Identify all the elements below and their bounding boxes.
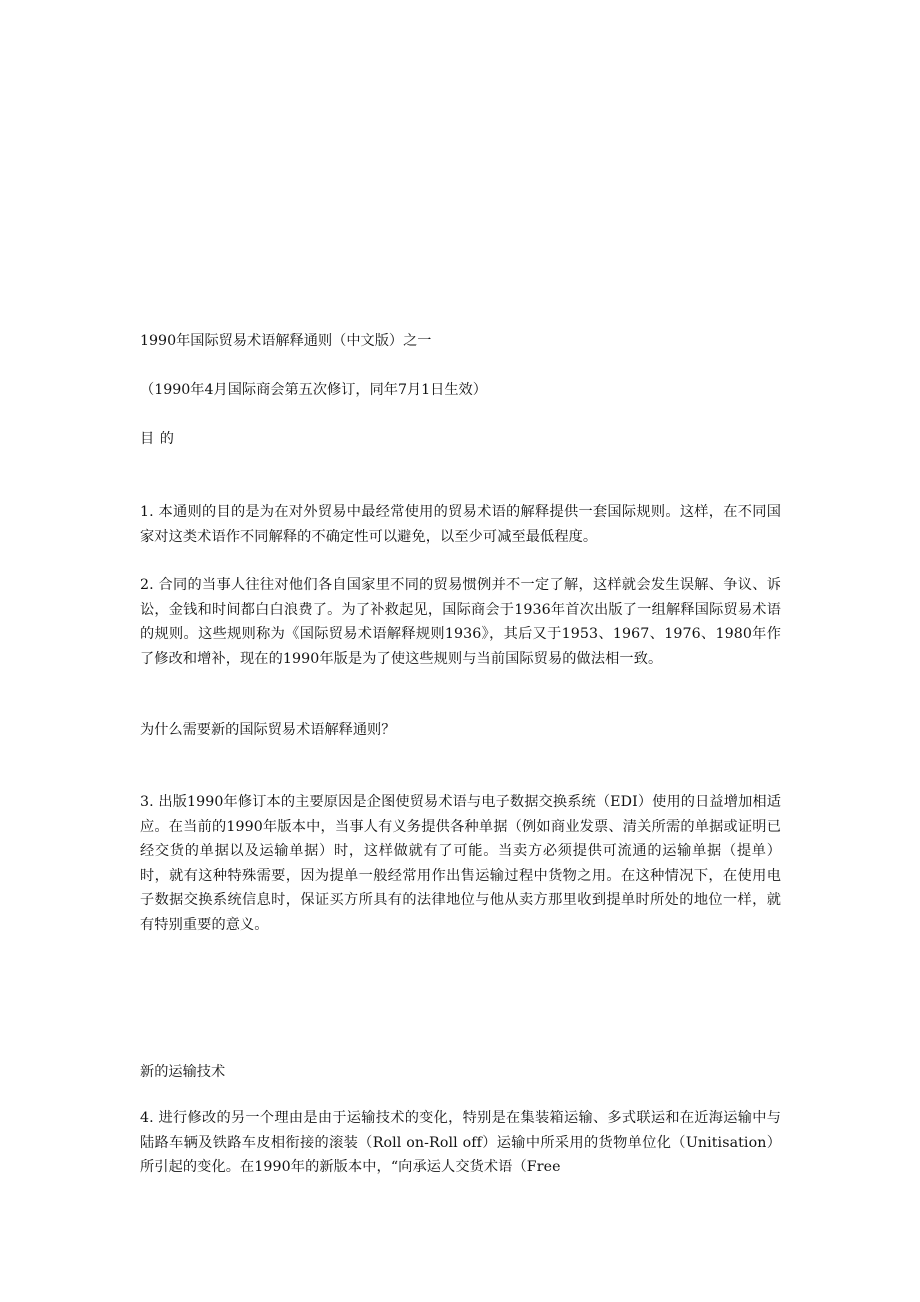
paragraph-2: 2. 合同的当事人往往对他们各自国家里不同的贸易惯例并不一定了解，这样就会发生误解、争议、诉讼，金钱和时间都白白浪费了。为了补救起见，国际商会于1936年首次出版了一组解释国际贸易术语的规则。这些规则称为《国际贸易术语解释规则1936》，其后又于1953、1967、1976、1980年作了修改和增补，现在的1990年版是为了使这些规则与当前国际贸易的做法相一致。 bbox=[140, 577, 781, 667]
paragraph-3: 3. 出版1990年修订本的主要原因是企图使贸易术语与电子数据交换系统（EDI）使用的日益增加相适应。在当前的1990年版本中，当事人有义务提供各种单据（例如商业发票、清关所需的单据或证明已经交货的单据以及运输单据）时，这样做就有了可能。当卖方必须提供可流通的运输单据（提单）时，就有这种特殊需要，因为提单一般经常用作出售运输过程中货物之用。在这种情况下，在使用电子数据交换系统信息时，保证买方所具有的法律地位与他从卖方那里收到提单时所处的地位一样，就有特别重要的意义。 bbox=[140, 794, 781, 933]
document-subtitle: （1990年4月国际商会第五次修订，同年7月1日生效） bbox=[140, 382, 487, 398]
document-title: 1990年国际贸易术语解释通则（中文版）之一 bbox=[140, 333, 432, 349]
section-heading-purpose: 目 的 bbox=[140, 431, 175, 447]
section-heading-new-transport-technology: 新的运输技术 bbox=[140, 1064, 226, 1080]
section-heading-why-new-rules: 为什么需要新的国际贸易术语解释通则？ bbox=[140, 722, 396, 738]
paragraph-4: 4. 进行修改的另一个理由是由于运输技术的变化，特别是在集装箱运输、多式联运和在近海运输中与陆路车辆及铁路车皮相衔接的滚装（Roll on-Roll off）运输中所采用的货物单位化（Unitisation）所引起的变化。在1990年的新版本中，“向承运人交货术语（Free bbox=[140, 1110, 781, 1176]
paragraph-1: 1. 本通则的目的是为在对外贸易中最经常使用的贸易术语的解释提供一套国际规则。这样，在不同国家对这类术语作不同解释的不确定性可以避免，以至少可减至最低程度。 bbox=[140, 504, 781, 545]
